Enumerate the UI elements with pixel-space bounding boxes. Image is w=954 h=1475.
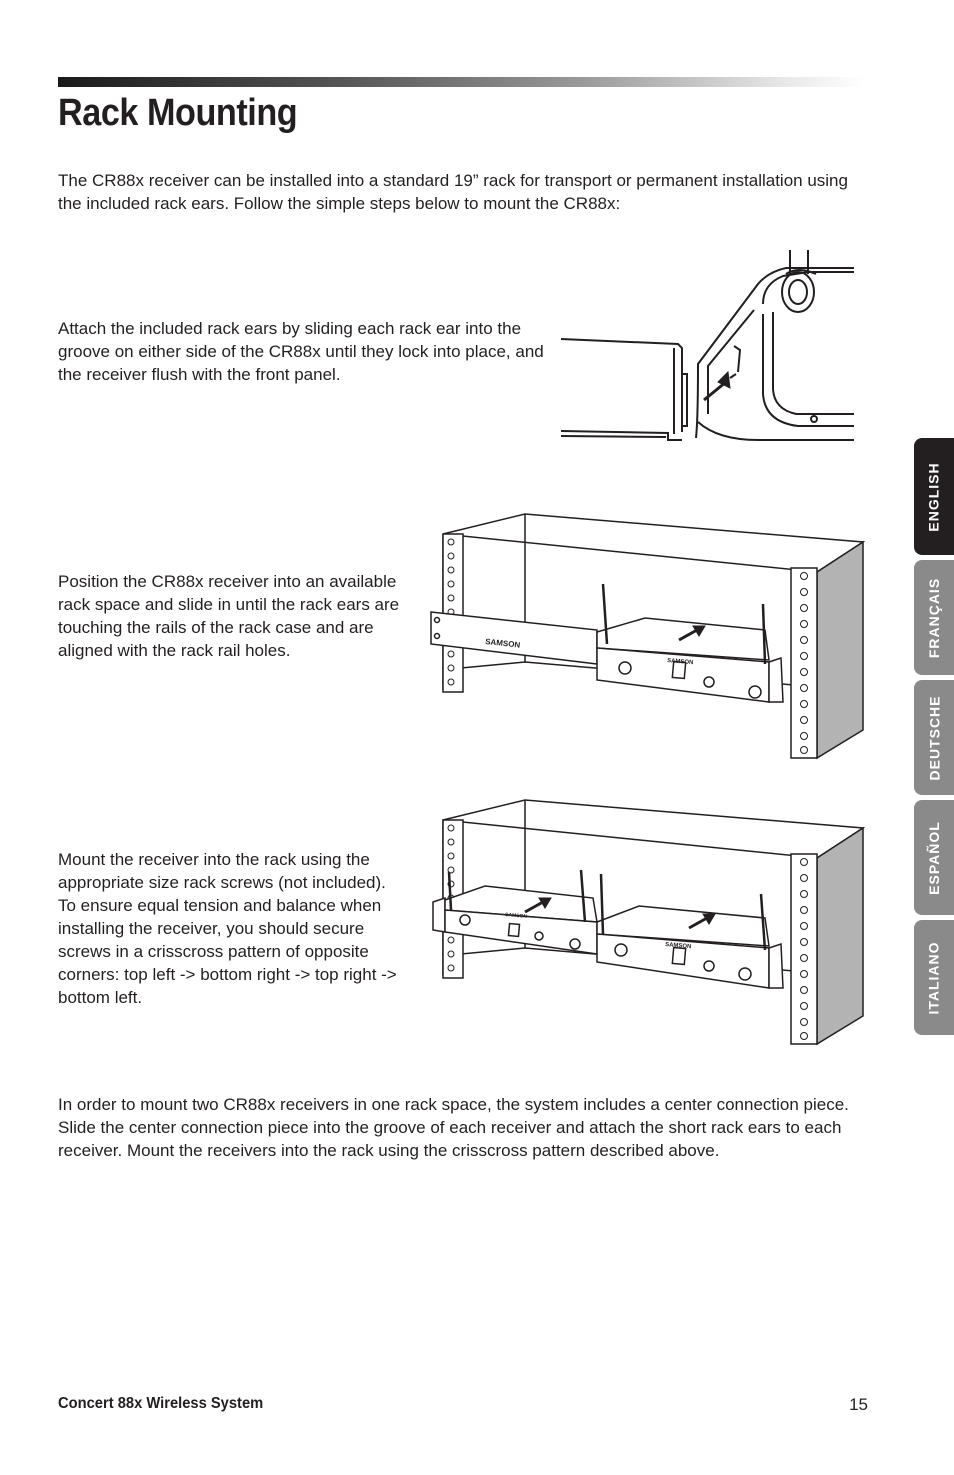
samson-logo-panel: SAMSON — [484, 637, 521, 650]
page-title: Rack Mounting — [58, 92, 298, 134]
step1-paragraph: Attach the included rack ears by sliding each rack ear into the groove on either side of the CR88x until they lock into place, and the receiver flush with the front panel. — [58, 319, 544, 384]
samson-logo-receiver-right: SAMSON — [664, 942, 692, 951]
tab-italiano-label: ITALIANO — [926, 940, 943, 1015]
tab-italiano[interactable] — [914, 920, 954, 1035]
tab-deutsche-label: DEUTSCHE — [926, 694, 943, 781]
tab-francais[interactable] — [914, 560, 954, 675]
rack-ear-attach-illustration — [558, 244, 858, 446]
tab-deutsche[interactable] — [914, 680, 954, 795]
samson-logo-receiver: SAMSON — [666, 658, 694, 667]
footer-product-name: Concert 88x Wireless System — [58, 1395, 264, 1412]
tab-espanol[interactable] — [914, 800, 954, 915]
final-paragraph: In order to mount two CR88x receivers in one rack space, the system includes a center connection piece. Slide the center connection piece into the groove of each receiver and attach the short rack ears to each receiver. Mount the receivers into the rack using the crisscross pattern described above. — [58, 1095, 849, 1160]
step2-paragraph: Position the CR88x receiver into an available rack space and slide in until the rack ears are touching the rails of the rack case and are aligned with the rack rail holes. — [58, 572, 400, 660]
tab-english-label: ENGLISH — [926, 461, 943, 532]
rack-insert-illustration — [425, 512, 865, 760]
intro-paragraph: The CR88x receiver can be installed into a standard 19” rack for transport or permanent installation using the included rack ears. Follow the simple steps below to mount the CR88x: — [58, 171, 848, 213]
title-rule — [58, 77, 866, 87]
step3-paragraph: Mount the receiver into the rack using the appropriate size rack screws (not included). To ensure equal tension and balance when installing the receiver, you should secure screws in a crisscross pattern of opposite corners: top left -> bottom right -> top right -> bottom left. — [58, 850, 397, 1007]
tab-francais-label: FRANÇAIS — [926, 577, 942, 658]
dual-receiver-rack-illustration — [425, 798, 865, 1046]
samson-logo-receiver-left: SAMSON — [504, 912, 528, 920]
tab-english[interactable] — [914, 438, 954, 555]
tab-espanol-label: ESPAÑOL — [926, 820, 943, 895]
page-number: 15 — [849, 1395, 868, 1414]
